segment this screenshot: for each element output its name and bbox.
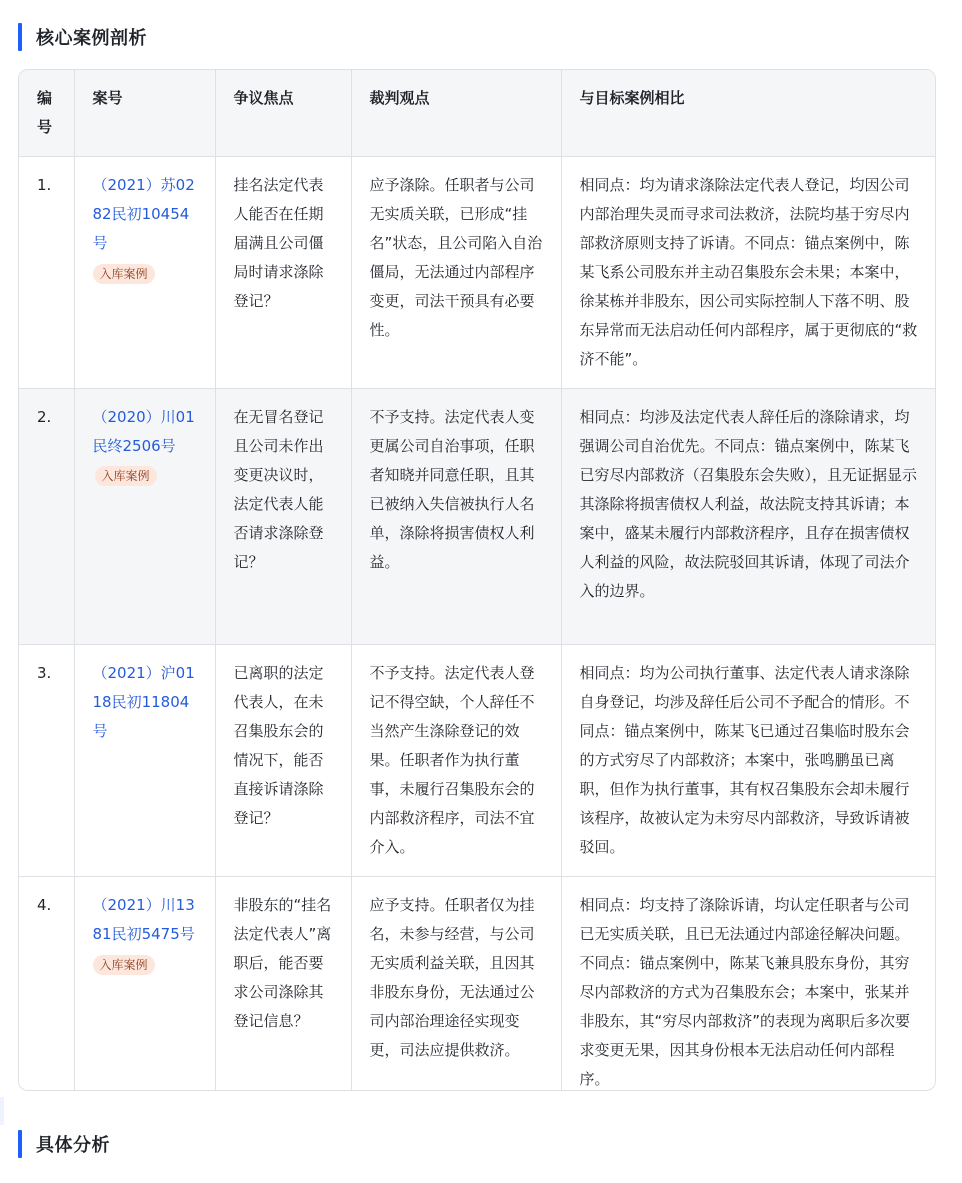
database-case-badge: 入库案例	[95, 466, 157, 486]
section-heading-core-cases	[18, 23, 147, 51]
dispute-focus-cell: 已离职的法定代表人，在未召集股东会的情况下，能否直接诉请涤除登记？	[215, 645, 351, 877]
header-case-no: 案号	[74, 70, 215, 157]
comparison-cell: 相同点：均为请求涤除法定代表人登记，均因公司内部治理失灵而寻求司法救济，法院均基于穷尽内部救济原则支持了诉请。不同点：锚点案例中，陈某飞系公司股东并主动召集股东会未果；本案中，徐某栋并非股东，因公司实际控制人下落不明、股东异常而无法启动任何内部程序，属于更彻底的“救济不能”。	[561, 157, 936, 389]
heading-accent-bar	[18, 1130, 22, 1158]
case-number-cell	[74, 157, 215, 389]
row-number: 2.	[19, 389, 74, 645]
case-number-link[interactable]: （2020）川01民终2506号	[92, 408, 195, 455]
header-comparison: 与目标案例相比	[561, 70, 936, 157]
comparison-cell: 相同点：均支持了涤除诉请，均认定任职者与公司已无实质关联，且已无法通过内部途径解决问题。不同点：锚点案例中，陈某飞兼具股东身份，其穷尽内部救济的方式为召集股东会；本案中，张某并非股东，其“穷尽内部救济”的表现为离职后多次要求变更无果，因其身份根本无法启动任何内部程序。	[561, 877, 936, 1092]
comparison-cell: 相同点：均涉及法定代表人辞任后的涤除请求，均强调公司自治优先。不同点：锚点案例中，陈某飞已穷尽内部救济（召集股东会失败），且无证据显示其涤除将损害债权人利益，故法院支持其诉请；本案中，盛某未履行内部救济程序，且存在损害债权人利益的风险，故法院驳回其诉请，体现了司法介入的边界。	[561, 389, 936, 645]
table-row	[19, 157, 936, 389]
header-opinion: 裁判观点	[351, 70, 561, 157]
row-number: 3.	[19, 645, 74, 877]
database-case-badge: 入库案例	[93, 955, 155, 975]
table-row	[19, 877, 936, 1092]
case-number-cell	[74, 645, 215, 877]
judgment-opinion-cell: 应予支持。任职者仅为挂名，未参与经营，与公司无实质利益关联，且因其非股东身份，无法通过公司内部治理途径实现变更，司法应提供救济。	[351, 877, 561, 1092]
judgment-opinion-cell: 不予支持。法定代表人登记不得空缺，个人辞任不当然产生涤除登记的效果。任职者作为执行董事，未履行召集股东会的内部救济程序，司法不宜介入。	[351, 645, 561, 877]
case-number-link[interactable]: （2021）苏0282民初10454号	[92, 176, 195, 252]
row-number: 1.	[19, 157, 74, 389]
section-title: 具体分析	[36, 1135, 110, 1156]
case-table-container	[18, 69, 936, 1091]
section-heading-specific-analysis	[18, 1130, 110, 1158]
judgment-opinion-cell: 应予涤除。任职者与公司无实质关联，已形成“挂名”状态，且公司陷入自治僵局，无法通过内部程序变更，司法干预具有必要性。	[351, 157, 561, 389]
header-number: 编号	[19, 70, 74, 157]
table-row	[19, 389, 936, 645]
table-header-row	[19, 70, 936, 157]
judgment-opinion-cell: 不予支持。法定代表人变更属公司自治事项，任职者知晓并同意任职，且其已被纳入失信被执行人名单，涤除将损害债权人利益。	[351, 389, 561, 645]
case-number-link[interactable]: （2021）沪0118民初11804号	[92, 664, 195, 740]
case-table	[19, 70, 936, 1091]
scroll-marker	[0, 1097, 4, 1125]
table-row	[19, 645, 936, 877]
heading-accent-bar	[18, 23, 22, 51]
dispute-focus-cell: 在无冒名登记且公司未作出变更决议时，法定代表人能否请求涤除登记？	[215, 389, 351, 645]
header-focus: 争议焦点	[215, 70, 351, 157]
dispute-focus-cell: 挂名法定代表人能否在任期届满且公司僵局时请求涤除登记？	[215, 157, 351, 389]
section-title: 核心案例剖析	[36, 28, 147, 49]
database-case-badge: 入库案例	[93, 264, 155, 284]
comparison-cell: 相同点：均为公司执行董事、法定代表人请求涤除自身登记，均涉及辞任后公司不予配合的情形。不同点：锚点案例中，陈某飞已通过召集临时股东会的方式穷尽了内部救济；本案中，张鸣鹏虽已离职，但作为执行董事，其有权召集股东会却未履行该程序，故被认定为未穷尽内部救济，导致诉请被驳回。	[561, 645, 936, 877]
dispute-focus-cell: 非股东的“挂名法定代表人”离职后，能否要求公司涤除其登记信息？	[215, 877, 351, 1092]
case-number-cell	[74, 877, 215, 1092]
case-number-cell	[74, 389, 215, 645]
case-number-link[interactable]: （2021）川1381民初5475号	[92, 896, 195, 943]
row-number: 4.	[19, 877, 74, 1092]
